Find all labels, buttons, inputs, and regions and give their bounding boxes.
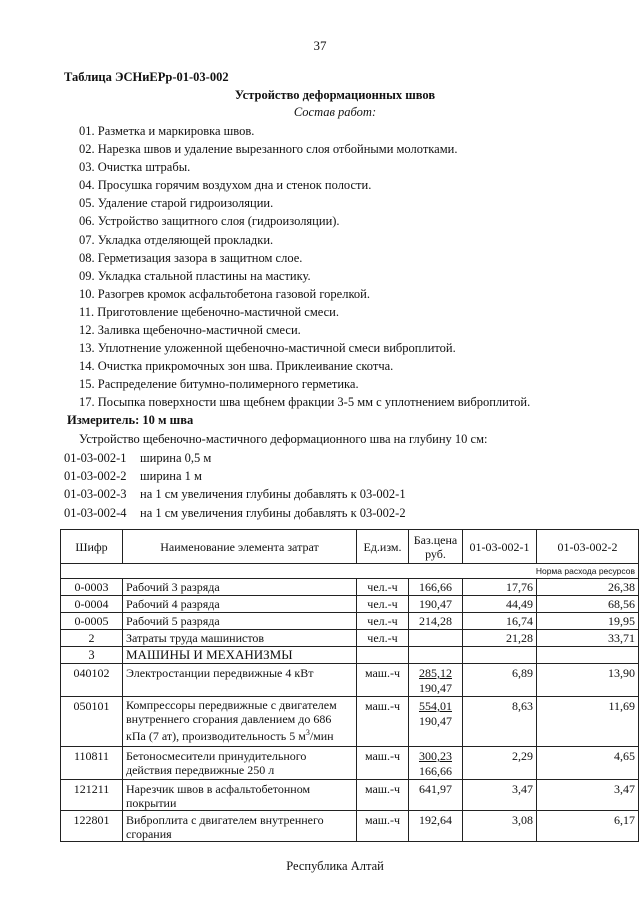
- table-row: [61, 811, 639, 842]
- cell-value-2: 3,47: [537, 780, 639, 811]
- cell-name: Затраты труда машинистов: [123, 630, 357, 647]
- document-subtitle: Состав работ:: [293, 105, 377, 119]
- cell-code: 0-0003: [61, 579, 123, 596]
- cell-name: [123, 747, 357, 780]
- name-text: кПа (7 ат), производительность 5 м: [126, 729, 306, 743]
- cell-value-1: 17,76: [463, 579, 537, 596]
- cell-price: [409, 664, 463, 697]
- variant-text: ширина 0,5 м: [140, 451, 212, 465]
- operation-item: 12. Заливка щебеночно-мастичной смеси.: [79, 323, 301, 338]
- table-row: [61, 747, 639, 780]
- cell-code: 122801: [61, 811, 123, 842]
- cell-name: Электростанции передвижные 4 кВт: [123, 664, 357, 697]
- cell-price: [409, 697, 463, 747]
- price-value: 554,01: [419, 699, 452, 713]
- cell-value-2: 19,95: [537, 613, 639, 630]
- cell-code: 0-0005: [61, 613, 123, 630]
- norm-row: [61, 564, 639, 579]
- cell-code: 121211: [61, 780, 123, 811]
- operations-list: [79, 122, 530, 412]
- operation-item: 04. Просушка горячим воздухом дна и стенок полости.: [79, 178, 372, 193]
- operation-item: 02. Нарезка швов и удаление вырезанного слоя отбойными молотками.: [79, 142, 458, 157]
- operation-item: 13. Уплотнение уложенной щебеночно-мастичной смеси виброплитой.: [79, 341, 456, 356]
- cell-value-1: 21,28: [463, 630, 537, 647]
- price-value: 285,12: [419, 666, 452, 680]
- cell-value-1: 6,89: [463, 664, 537, 697]
- variant-text: на 1 см увеличения глубины добавлять к 03-002-1: [140, 487, 406, 502]
- table-row: [61, 579, 639, 596]
- variant-code: 01-03-002-3: [64, 487, 127, 502]
- header-code: Шифр: [61, 530, 123, 564]
- empty-cell: [357, 647, 409, 664]
- cell-code: 110811: [61, 747, 123, 780]
- cell-unit: чел.-ч: [357, 596, 409, 613]
- cell-code: 2: [61, 630, 123, 647]
- operation-item: 05. Удаление старой гидроизоляции.: [79, 196, 274, 211]
- cell-value-2: 33,71: [537, 630, 639, 647]
- measurement-unit: Измеритель: 10 м шва: [67, 413, 194, 427]
- cell-unit: маш.-ч: [357, 811, 409, 842]
- operation-item: 08. Герметизация зазора в защитном слое.: [79, 250, 303, 265]
- variant-row: [64, 504, 406, 522]
- variant-row: [64, 467, 406, 485]
- cell-price: 166,66: [409, 579, 463, 596]
- section-code: 3: [61, 647, 123, 664]
- header-name: Наименование элемента затрат: [123, 530, 357, 564]
- price-value-secondary: 190,47: [419, 714, 452, 728]
- header-col2: 01-03-002-2: [537, 530, 639, 564]
- cell-name: Рабочий 4 разряда: [123, 596, 357, 613]
- cell-unit: чел.-ч: [357, 613, 409, 630]
- operation-item: 11. Приготовление щебеночно-мастичной смеси.: [79, 304, 339, 319]
- cell-code: 040102: [61, 664, 123, 697]
- price-value-secondary: 166,66: [419, 764, 452, 778]
- empty-cell: [463, 647, 537, 664]
- cell-value-1: 16,74: [463, 613, 537, 630]
- variant-row: [64, 449, 406, 467]
- name-line: сгорания: [126, 827, 172, 841]
- table-id: Таблица ЭСНиЕРр-01-03-002: [64, 70, 229, 84]
- page-number: 37: [313, 38, 327, 53]
- header-col1: 01-03-002-1: [463, 530, 537, 564]
- cell-name: Рабочий 5 разряда: [123, 613, 357, 630]
- cell-value-1: 2,29: [463, 747, 537, 780]
- cell-price: [409, 747, 463, 780]
- section-title: МАШИНЫ И МЕХАНИЗМЫ: [123, 647, 357, 664]
- resources-table: [60, 529, 639, 842]
- variant-code: 01-03-002-2: [64, 469, 127, 484]
- name-text: /мин: [309, 729, 334, 743]
- cell-code: 050101: [61, 697, 123, 747]
- operation-item: 14. Очистка прикромочных зон шва. Приклеивание скотча.: [79, 359, 394, 374]
- cell-unit: чел.-ч: [357, 630, 409, 647]
- operation-item: 17. Посыпка поверхности шва щебнем фракции 3-5 мм с уплотнением виброплитой.: [79, 395, 531, 410]
- name-line: Компрессоры передвижные с двигателем: [126, 698, 337, 712]
- empty-cell: [409, 647, 463, 664]
- header-price: Баз.цена руб.: [409, 530, 463, 564]
- variant-text: на 1 см увеличения глубины добавлять к 03-002-2: [140, 505, 406, 520]
- machinist-row: [61, 630, 639, 647]
- operation-item: 09. Укладка стальной пластины на мастику.: [79, 268, 311, 283]
- table-header-row: [61, 530, 639, 564]
- table-row: [61, 697, 639, 747]
- document-title: Устройство деформационных швов: [234, 88, 436, 102]
- variant-text: ширина 1 м: [140, 469, 202, 484]
- cell-value-2: 13,90: [537, 664, 639, 697]
- cell-value-2: 4,65: [537, 747, 639, 780]
- name-line: действия передвижные 250 л: [126, 763, 275, 777]
- cell-value-1: 3,08: [463, 811, 537, 842]
- cell-name: [123, 811, 357, 842]
- cell-name: [123, 697, 357, 747]
- name-line: внутреннего сгорания давлением до 686: [126, 712, 332, 726]
- name-line: [126, 726, 353, 743]
- cell-unit: маш.-ч: [357, 664, 409, 697]
- cell-price: 192,64: [409, 811, 463, 842]
- work-description: Устройство щебеночно-мастичного деформационного шва на глубину 10 см:: [79, 432, 488, 446]
- variants-list: [64, 449, 406, 522]
- cell-price: 641,97: [409, 780, 463, 811]
- cell-name: Рабочий 3 разряда: [123, 579, 357, 596]
- cell-value-2: 26,38: [537, 579, 639, 596]
- cell-value-2: 6,17: [537, 811, 639, 842]
- table-row: [61, 613, 639, 630]
- table-row: [61, 596, 639, 613]
- name-line: покрытии: [126, 796, 177, 810]
- table-row: [61, 780, 639, 811]
- name-line: Виброплита с двигателем внутреннего: [126, 813, 324, 827]
- operation-item: 07. Укладка отделяющей прокладки.: [79, 232, 274, 247]
- cell-value-2: 68,56: [537, 596, 639, 613]
- variant-code: 01-03-002-1: [64, 451, 127, 465]
- empty-cell: [537, 647, 639, 664]
- page-footer: Республика Алтай: [286, 859, 384, 873]
- price-value-secondary: 190,47: [419, 681, 452, 695]
- cell-unit: чел.-ч: [357, 579, 409, 596]
- cell-unit: маш.-ч: [357, 780, 409, 811]
- header-unit: Ед.изм.: [357, 530, 409, 564]
- operation-item: 03. Очистка штрабы.: [79, 160, 191, 175]
- cell-value-1: 8,63: [463, 697, 537, 747]
- section-row: [61, 647, 639, 664]
- cell-value-2: 11,69: [537, 697, 639, 747]
- name-line: Бетоносмесители принудительного: [126, 749, 307, 763]
- operation-item: 10. Разогрев кромок асфальтобетона газовой горелкой.: [79, 286, 370, 301]
- superscript: 3: [305, 728, 310, 737]
- operation-item: 01. Разметка и маркировка швов.: [79, 124, 255, 138]
- operation-item: 06. Устройство защитного слоя (гидроизоляции).: [79, 214, 340, 229]
- cell-price: [409, 630, 463, 647]
- norm-label: Норма расхода ресурсов: [61, 564, 639, 579]
- cell-price: 190,47: [409, 596, 463, 613]
- cell-value-1: 44,49: [463, 596, 537, 613]
- cell-value-1: 3,47: [463, 780, 537, 811]
- cell-name: [123, 780, 357, 811]
- operation-item: 15. Распределение битумно-полимерного герметика.: [79, 377, 359, 392]
- cell-unit: маш.-ч: [357, 747, 409, 780]
- name-line: Нарезчик швов в асфальтобетонном: [126, 782, 311, 796]
- price-value: 300,23: [419, 749, 452, 763]
- variant-code: 01-03-002-4: [64, 505, 127, 520]
- cell-unit: маш.-ч: [357, 697, 409, 747]
- cell-code: 0-0004: [61, 596, 123, 613]
- cell-price: 214,28: [409, 613, 463, 630]
- table-row: [61, 664, 639, 697]
- variant-row: [64, 485, 406, 503]
